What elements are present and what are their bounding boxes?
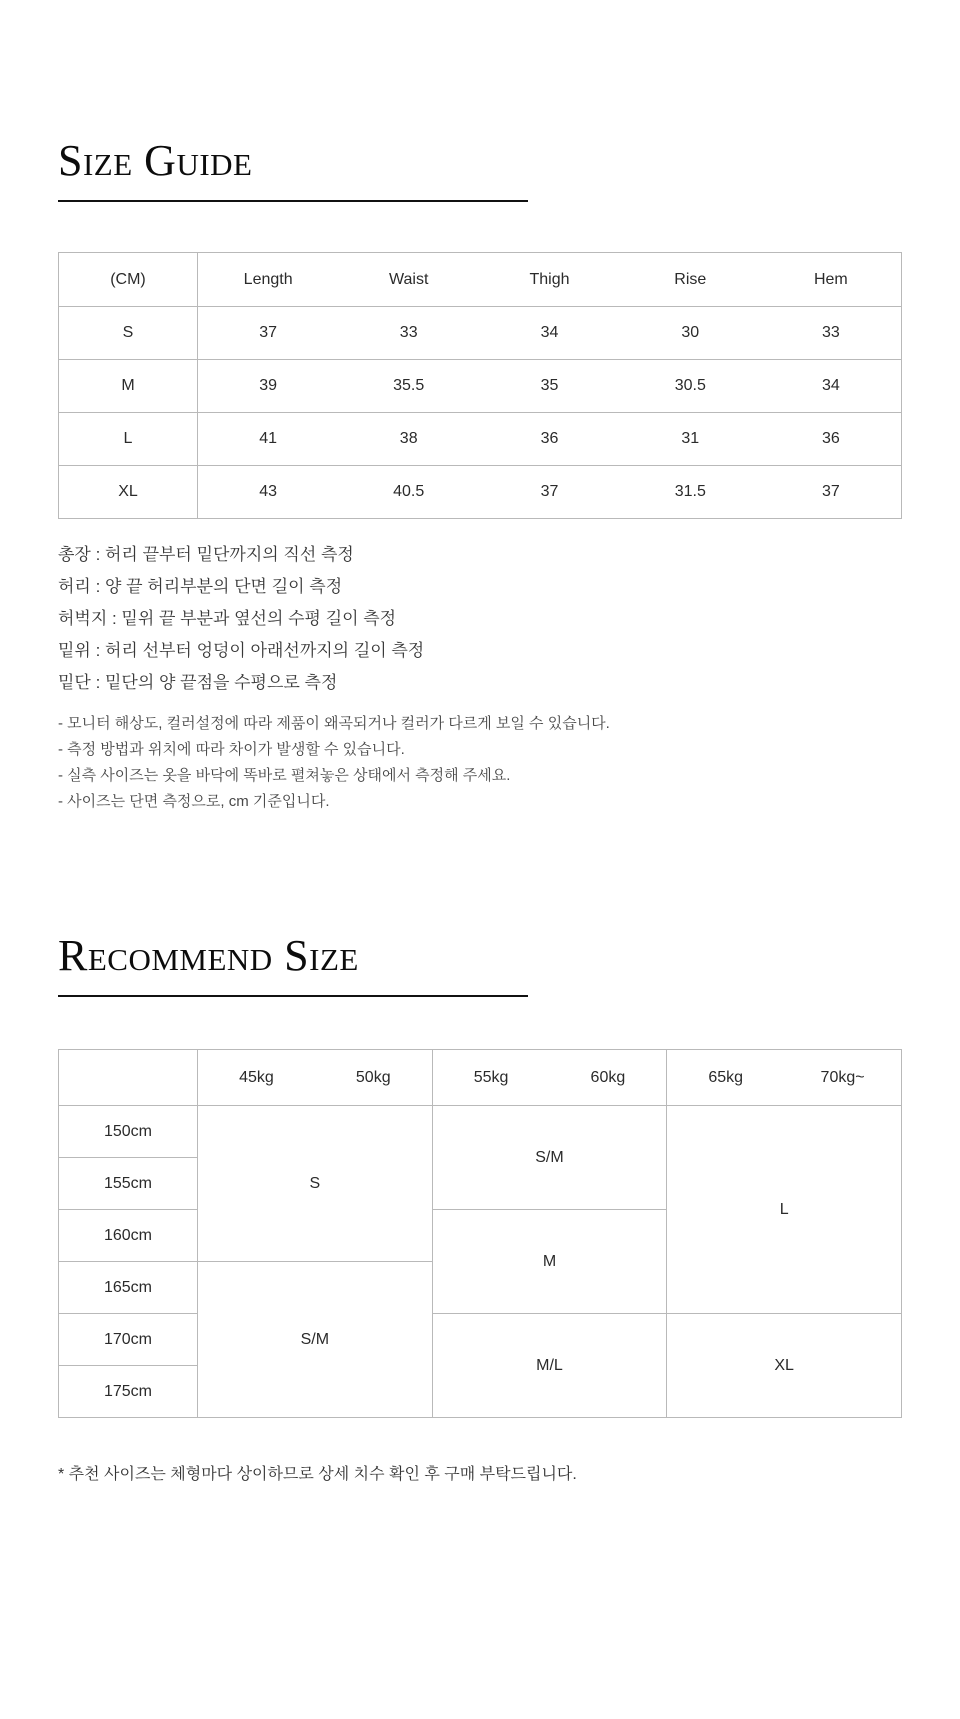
weight-70kg: 70kg~ [820, 1068, 865, 1086]
size-table-col-hem: Hem [761, 253, 902, 307]
size-guide-page [0, 138, 960, 1488]
size-row-xl [59, 466, 902, 519]
size-table-col-thigh: Thigh [479, 253, 620, 307]
size-label-l: L [59, 413, 198, 466]
definition-heori: 허리 : 양 끝 허리부분의 단면 길이 측정 [58, 577, 343, 596]
size-row-l [59, 413, 902, 466]
size-label-xl: XL [59, 466, 198, 519]
measurement-notes [58, 711, 902, 815]
measurement-definitions [58, 539, 902, 699]
recommend-cell-ml: M/L [432, 1314, 667, 1418]
size-s-waist: 33 [338, 307, 479, 360]
height-row-170 [59, 1314, 902, 1366]
size-s-thigh: 34 [479, 307, 620, 360]
recommend-cell-xl: XL [667, 1314, 902, 1418]
size-s-length: 37 [198, 307, 339, 360]
size-label-s: S [59, 307, 198, 360]
height-label-160cm: 160cm [59, 1210, 198, 1262]
size-l-rise: 31 [620, 413, 761, 466]
definition-mitwi: 밑위 : 허리 선부터 엉덩이 아래선까지의 길이 측정 [58, 641, 425, 660]
weight-group-45-50 [198, 1050, 433, 1106]
size-xl-hem: 37 [761, 466, 902, 519]
recommend-cell-l: L [667, 1106, 902, 1314]
recommend-header-row [59, 1050, 902, 1106]
size-row-s [59, 307, 902, 360]
size-table-unit-header: (CM) [59, 253, 198, 307]
height-label-170cm: 170cm [59, 1314, 198, 1366]
size-table-col-rise: Rise [620, 253, 761, 307]
size-guide-title-rule [58, 200, 528, 202]
recommend-footnote: * 추천 사이즈는 체형마다 상이하므로 상세 치수 확인 후 구매 부탁드립니다. [58, 1466, 577, 1483]
note-method: - 측정 방법과 위치에 따라 차이가 발생할 수 있습니다. [58, 741, 405, 758]
size-m-thigh: 35 [479, 360, 620, 413]
weight-55kg: 55kg [473, 1068, 509, 1086]
weight-65kg: 65kg [708, 1068, 744, 1086]
size-s-hem: 33 [761, 307, 902, 360]
recommend-corner-cell [59, 1050, 198, 1106]
recommend-cell-m: M [432, 1210, 667, 1314]
recommend-cell-sm-lower: S/M [198, 1262, 433, 1418]
recommend-cell-s: S [198, 1106, 433, 1262]
recommend-size-title-rule [58, 995, 528, 997]
size-xl-waist: 40.5 [338, 466, 479, 519]
height-label-165cm: 165cm [59, 1262, 198, 1314]
size-m-waist: 35.5 [338, 360, 479, 413]
note-monitor: - 모니터 해상도, 컬러설정에 따라 제품이 왜곡되거나 컬러가 다르게 보일 수 있습니다. [58, 715, 610, 732]
definition-mitdan: 밑단 : 밑단의 양 끝점을 수평으로 측정 [58, 673, 338, 692]
recommend-size-table [58, 1049, 902, 1418]
size-s-rise: 30 [620, 307, 761, 360]
size-m-rise: 30.5 [620, 360, 761, 413]
size-xl-length: 43 [198, 466, 339, 519]
size-label-m: M [59, 360, 198, 413]
size-table-col-length: Length [198, 253, 339, 307]
weight-group-65-70 [667, 1050, 902, 1106]
height-label-150cm: 150cm [59, 1106, 198, 1158]
weight-60kg: 60kg [590, 1068, 626, 1086]
size-table [58, 252, 902, 519]
size-l-thigh: 36 [479, 413, 620, 466]
definition-chongjang: 총장 : 허리 끝부터 밑단까지의 직선 측정 [58, 545, 354, 564]
recommend-cell-sm-upper: S/M [432, 1106, 667, 1210]
size-l-hem: 36 [761, 413, 902, 466]
note-flat: - 실측 사이즈는 옷을 바닥에 똑바로 펼쳐놓은 상태에서 측정해 주세요. [58, 767, 511, 784]
height-row-150 [59, 1106, 902, 1158]
size-xl-rise: 31.5 [620, 466, 761, 519]
weight-50kg: 50kg [355, 1068, 391, 1086]
recommend-size-title: Recommend Size [58, 931, 359, 980]
weight-45kg: 45kg [239, 1068, 274, 1086]
weight-group-55-60 [432, 1050, 667, 1106]
size-table-header-row [59, 253, 902, 307]
size-l-waist: 38 [338, 413, 479, 466]
size-row-m [59, 360, 902, 413]
size-xl-thigh: 37 [479, 466, 620, 519]
definition-heobeokji: 허벅지 : 밑위 끝 부분과 옆선의 수평 길이 측정 [58, 609, 397, 628]
size-m-hem: 34 [761, 360, 902, 413]
size-guide-title: Size Guide [58, 136, 253, 185]
note-cm: - 사이즈는 단면 측정으로, cm 기준입니다. [58, 793, 330, 810]
size-table-col-waist: Waist [338, 253, 479, 307]
height-label-155cm: 155cm [59, 1158, 198, 1210]
height-label-175cm: 175cm [59, 1366, 198, 1418]
size-m-length: 39 [198, 360, 339, 413]
size-l-length: 41 [198, 413, 339, 466]
